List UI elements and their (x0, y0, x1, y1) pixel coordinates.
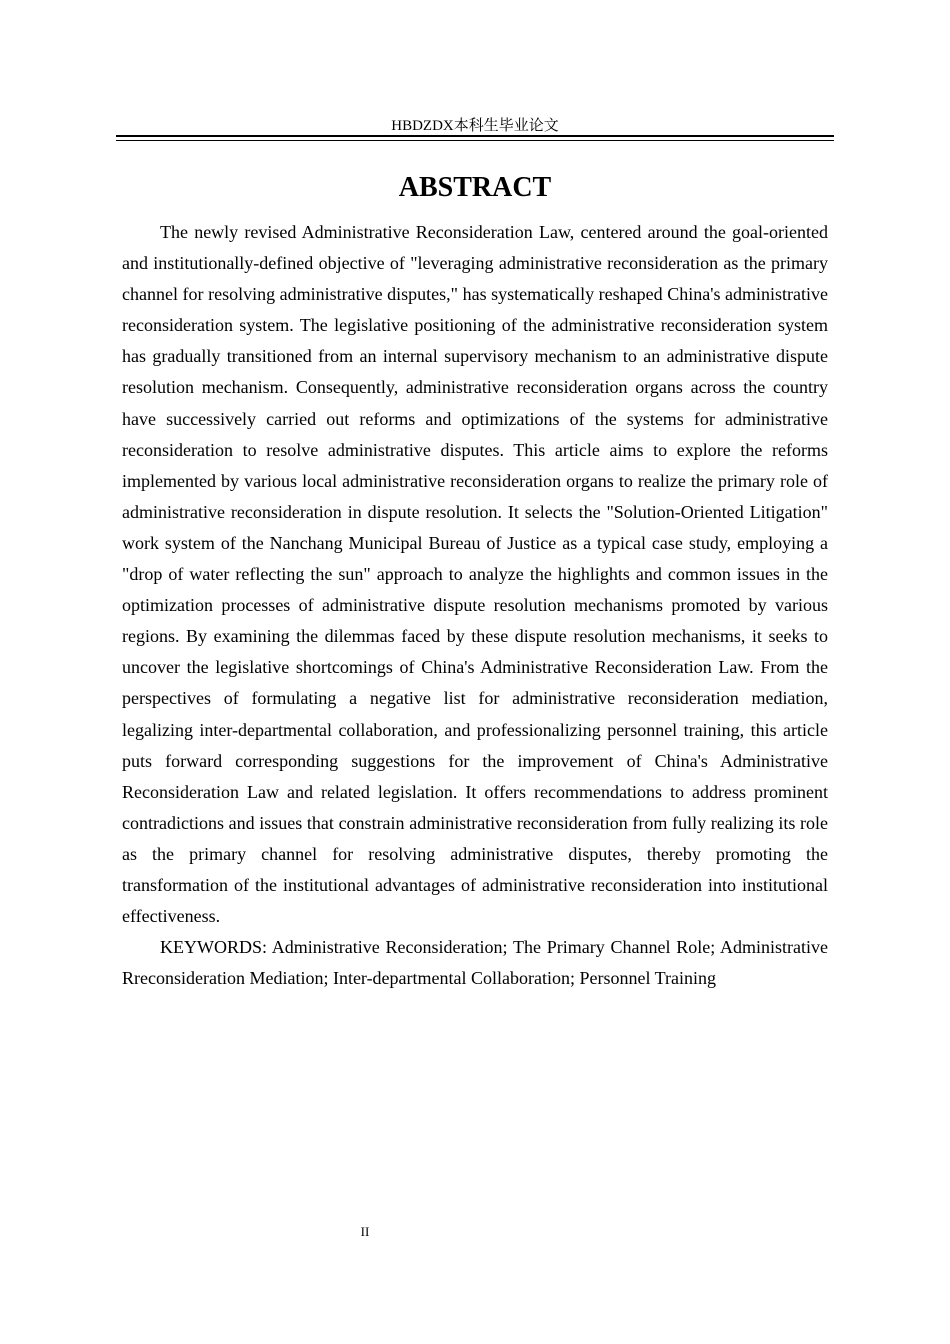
abstract-title: ABSTRACT (398, 172, 552, 203)
running-header: HBDZDX本科生毕业论文 (391, 118, 559, 134)
keywords-paragraph: KEYWORDS: Administrative Reconsideration; The Primary Channel Role; Administrative Rreconsideration Mediation; Inter-departmental Collaboration; Personnel Training (122, 937, 828, 989)
abstract-body (122, 217, 828, 994)
abstract-paragraph: The newly revised Administrative Reconsideration Law, centered around the goal-oriented and institutionally-defined objective of "leveraging administrative reconsideration as the primary channel for resolving administrative disputes," has systematically reshaped China's administrative reconsideration system. The legislative positioning of the administrative reconsideration system has gradually transitioned from an internal supervisory mechanism to an administrative dispute resolution mechanism. Consequently, administrative reconsideration organs across the country have successively carried out reforms and optimizations of the systems for administrative reconsideration to resolve administrative disputes. This article aims to explore the reforms implemented by various local administrative reconsideration organs to realize the primary role of administrative reconsideration in dispute resolution. It selects the "Solution-Oriented Litigation" work system of the Nanchang Municipal Bureau of Justice as a typical case study, employing a "drop of water reflecting the sun" approach to analyze the highlights and common issues in the optimization processes of administrative dispute resolution mechanisms promoted by various regions. By examining the dilemmas faced by these dispute resolution mechanisms, it seeks to uncover the legislative shortcomings of China's Administrative Reconsideration Law. From the perspectives of formulating a negative list for administrative reconsideration mediation, legalizing inter-departmental collaboration, and professionalizing personnel training, this article puts forward corresponding suggestions for the improvement of China's Administrative Reconsideration Law and related legislation. It offers recommendations to address prominent contradictions and issues that constrain administrative reconsideration from fully realizing its role as the primary channel for resolving administrative disputes, thereby promoting the transformation of the institutional advantages of administrative reconsideration into institutional effectiveness. (122, 222, 828, 927)
page-number: II (360, 1224, 370, 1239)
header-divider (116, 135, 834, 141)
